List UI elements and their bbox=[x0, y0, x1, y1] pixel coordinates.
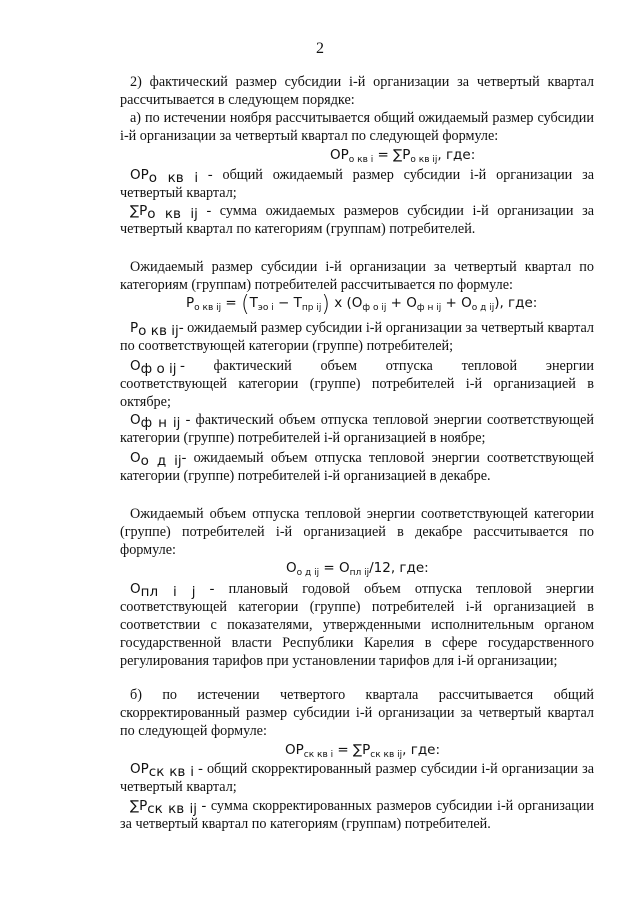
definition-sum-expected: $\sum Р_{о кв ij}$ - сумма ожидаемых размеров субсидии i-й организации за четвертый квартал по категориям (группам) потребителей. bbox=[120, 203, 594, 237]
definition-total-expected: $ОР_{о кв i}$ - общий ожидаемый размер субсидии i-й организации за четвертый квартал; bbox=[120, 167, 595, 201]
item-a-paragraph: а) по истечении ноября рассчитывается общий ожидаемый размер субсидии i-й организации за четвертый квартал по следующей формуле: bbox=[120, 110, 594, 144]
formula-total-corrected: $ОР_{ск кв i} = \sum Р_{ск кв ij}$, где: bbox=[285, 742, 441, 760]
definition-actual-november: $О_{ф н ij}$ - фактический объем отпуска тепловой энергии соответствующей категории (группе) потребителей i-й организацией в ноябре; bbox=[120, 412, 595, 446]
definition-planned-volume: $О_{пл i j}$ - плановый годовой объем отпуска тепловой энергии соответствующей категории (группе) потребителей i-й организацией в соответствии с показателями, утвержденными исполнительным органом государственной власти Республики Карелия в сфере государственного регулирования тарифов при установлении тарифов для i-й организации; bbox=[120, 581, 594, 669]
definition-expected-by-category: $Р_{о кв ij}-$ ожидаемый размер субсидии i-й организации за четвертый квартал по соответствующей категории (группе) потребителей; bbox=[120, 320, 594, 354]
definition-actual-october: $О_{ф о ij}$ - фактический объем отпуска тепловой энергии соответствующей категории (группе) потребителей i-й организацией в октябре; bbox=[120, 358, 594, 410]
page-number: 2 bbox=[316, 40, 324, 57]
definition-expected-december: $О_{о д ij}-$ ожидаемый объем отпуска тепловой энергии соответствующей категории (группе) потребителей i-й организацией в декабре. bbox=[120, 450, 594, 484]
definition-total-corrected: $ОР_{ск кв i}$ - общий скорректированный размер субсидии i-й организации за четвертый квартал; bbox=[120, 761, 594, 795]
formula-expected-by-category: $Р_{о кв ij} = (Т_{эо i} - Т_{пр ij})$ x $(О_{ф о ij} + О_{ф н ij} + О_{о д ij})$, где: bbox=[186, 292, 538, 317]
formula-total-expected: $ОР_{о кв i} = \sum Р_{о кв ij}$, где: bbox=[330, 147, 476, 165]
definition-sum-corrected: $\sum Р_{ск кв ij}$ - сумма скорректированных размеров субсидии i-й организации за четвертый квартал по категориям (группам) потребителей. bbox=[120, 798, 594, 832]
december-volume-paragraph: Ожидаемый объем отпуска тепловой энергии соответствующей категории (группе) потребителей i-й организацией в декабре рассчитывается по формуле: bbox=[120, 506, 594, 558]
item-b-paragraph: б) по истечении четвертого квартала рассчитывается общий скорректированный размер субсидии i-й организации за четвертый квартал по следующей формуле: bbox=[120, 687, 594, 739]
formula-december-volume: $О_{о д ij} = О_{пл ij}/12$, где: bbox=[286, 560, 429, 578]
expected-size-paragraph: Ожидаемый размер субсидии i-й организации за четвертый квартал по категориям (группам) потребителей рассчитывается по формуле: bbox=[120, 259, 594, 293]
intro-paragraph: 2) фактический размер субсидии i-й организации за четвертый квартал рассчитывается в следующем порядке: bbox=[120, 74, 594, 108]
